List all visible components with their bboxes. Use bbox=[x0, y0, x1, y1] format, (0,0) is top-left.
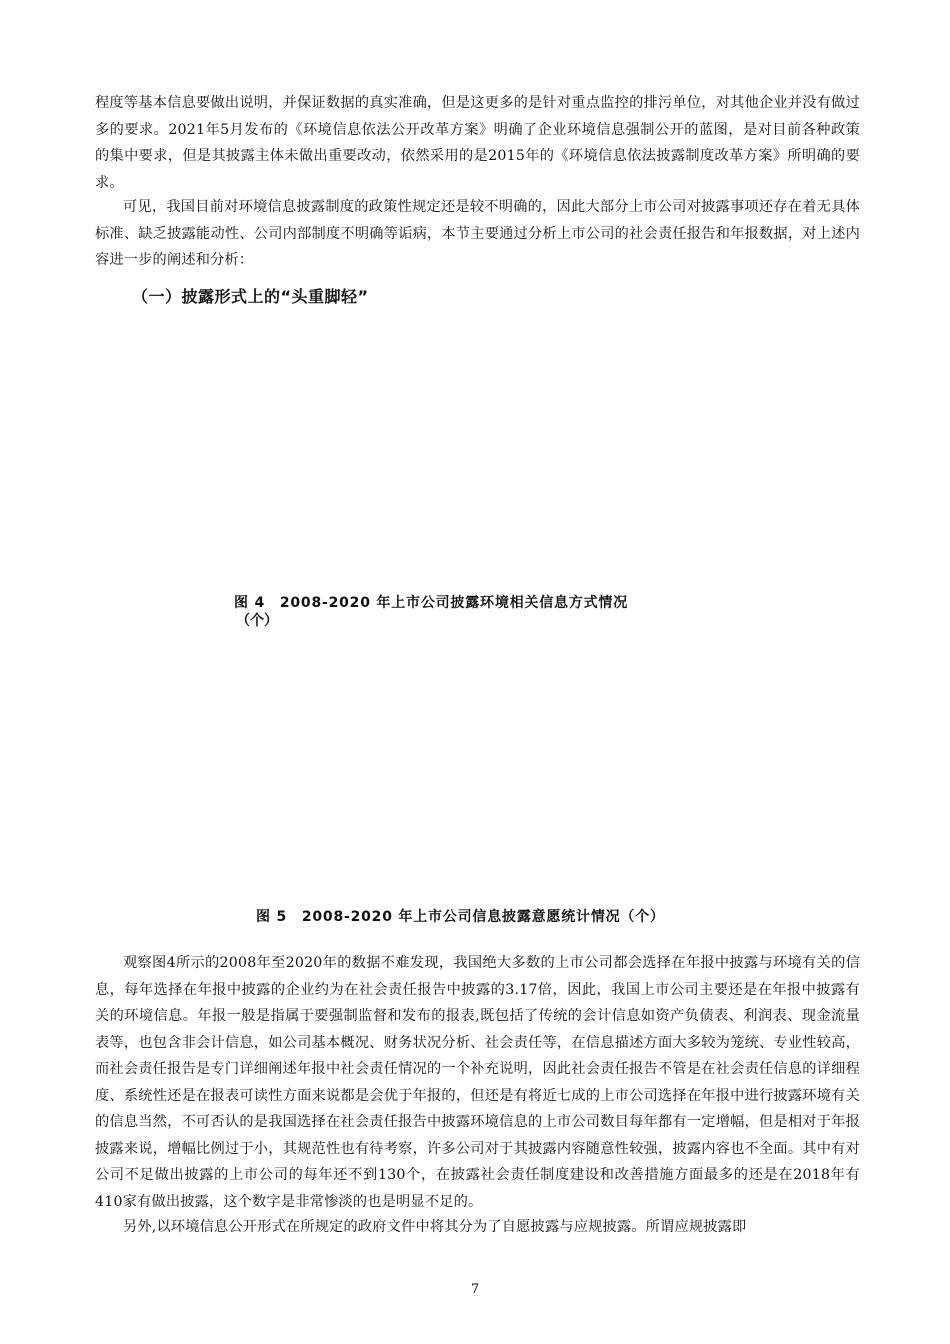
figure-4-caption: 图 4 2008-2020 年上市公司披露环境相关信息方式情况 bbox=[234, 595, 629, 611]
figure-4-caption-overflow: （个） bbox=[236, 613, 278, 629]
paragraph-policy-background: 程度等基本信息要做出说明，并保证数据的真实准确，但是这更多的是针对重点监控的排污单位，对其他企业并没有做过多的要求。2021年5月发布的《环境信息依法公开改革方案》明确了企业环境信息强制公开的蓝图，是对目前各种政策的集中要求，但是其披露主体未做出重要改动，依然采用的是2015年的《环境信息依法披露制度改革方案》所明确的要求。 bbox=[95, 95, 860, 191]
figure-5-caption: 图 5 2008-2020 年上市公司信息披露意愿统计情况（个） bbox=[256, 909, 665, 925]
figure-5-area bbox=[95, 626, 860, 902]
page-number: 7 bbox=[470, 1282, 480, 1297]
paragraph-figure-analysis: 观察图4所示的2008年至2020年的数据不难发现，我国绝大多数的上市公司都会选择在年报中披露与环境有关的信息，每年选择在年报中披露的企业约为在社会责任报告中披露的3.17倍，因此，我国上市公司主要还是在年报中披露有关的环境信息。年报一般是指属于要强制监督和发布的报表,既包括了传统的会计信息如资产负债表、利润表、现金流量表等，也包含非会计信息，如公司基本概况、财务状况分析、社会责任等，在信息描述方面大多较为笼统、专业性较高，而社会责任报告是专门详细阐述年报中社会责任情况的一个补充说明，因此社会责任报告不管是在社会责任信息的详细程度、系统性还是在报表可读性方面来说都是会优于年报的，但还是有将近七成的上市公司选择在年报中进行披露环境有关的信息当然，不可否认的是我国选择在社会责任报告中披露环境信息的上市公司数目每年都有一定增幅，但是相对于年报披露来说，增幅比例过于小，其规范性也有待考察，许多公司对于其披露内容随意性较强，披露内容也不全面。其中有对公司不足做出披露的上市公司的每年还不到130个，在披露社会责任制度建设和改善措施方面最多的还是在2018年有410家有做出披露，这个数字是非常惨淡的也是明显不足的。 bbox=[95, 955, 860, 1210]
figure-4-area bbox=[95, 318, 860, 584]
paragraph-disclosure-types: 另外,以环境信息公开形式在所规定的政府文件中将其分为了自愿披露与应规披露。所谓应规披露即 bbox=[123, 1219, 747, 1235]
section-heading: （一）披露形式上的“头重脚轻” bbox=[132, 287, 369, 306]
paragraph-policy-summary: 可见，我国目前对环境信息披露制度的政策性规定还是较不明确的，因此大部分上市公司对披露事项还存在着无具体标准、缺乏披露能动性、公司内部制度不明确等诟病，本节主要通过分析上市公司的社会责任报告和年报数据，对上述内容进一步的阐述和分析： bbox=[95, 199, 860, 268]
